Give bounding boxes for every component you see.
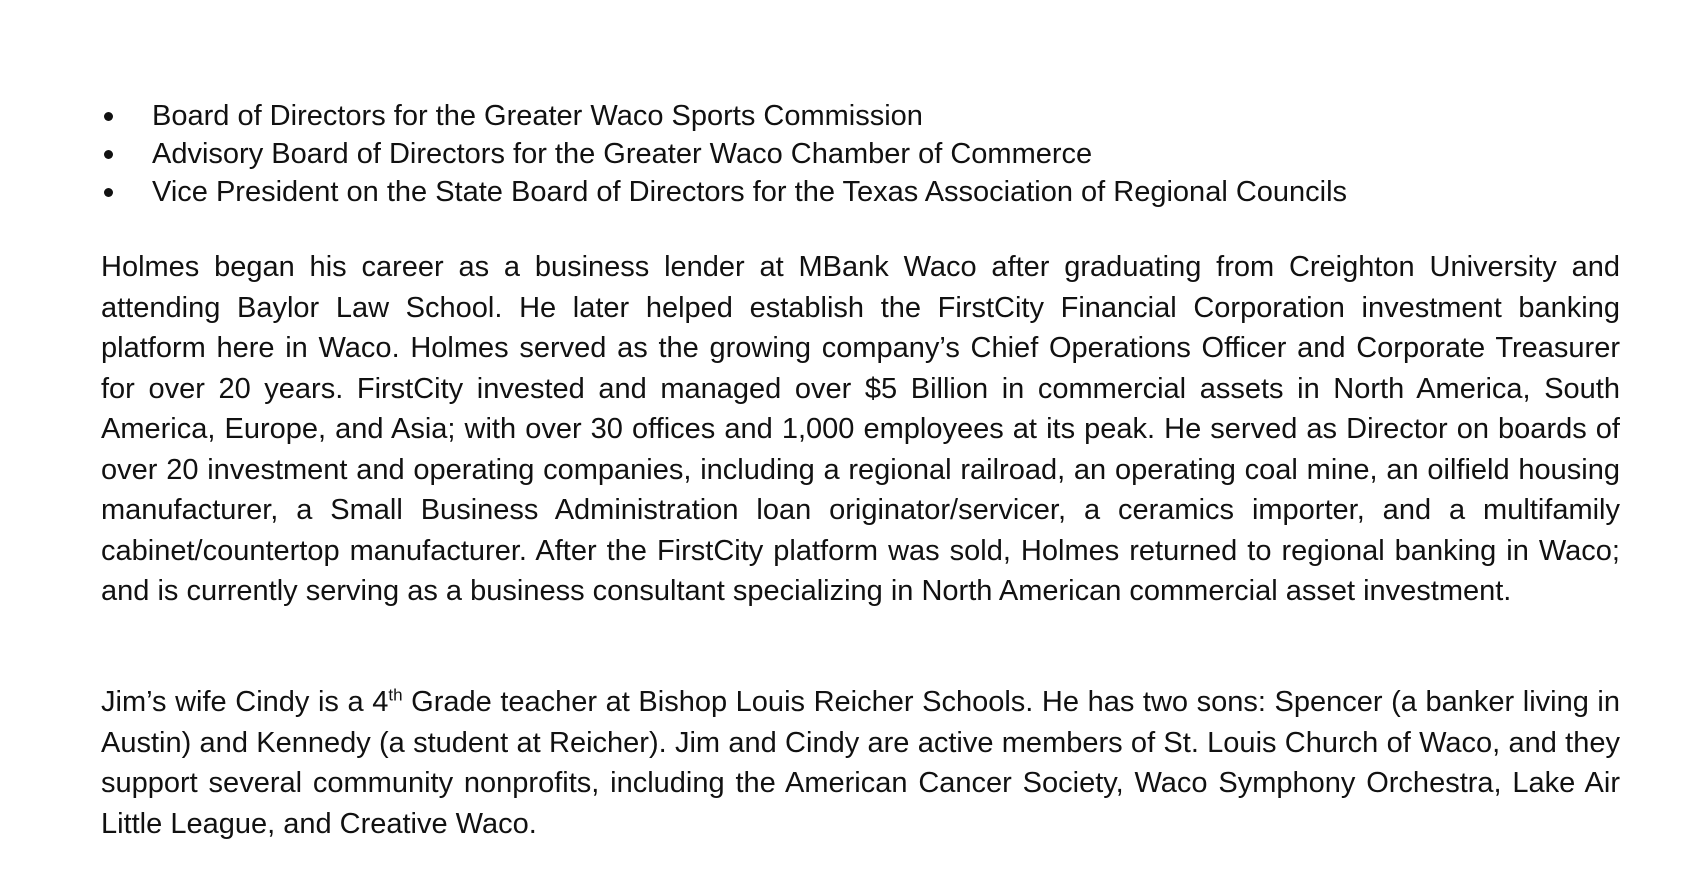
bullet-dot-icon xyxy=(104,150,113,159)
career-paragraph: Holmes began his career as a business lender at MBank Waco after graduating from Creighton University and attending Baylor Law School. He later helped establish the FirstCity Financial Corporation investment banking platform here in Waco. Holmes served as the growing company’s Chief Operations Officer and Corporate Treasurer for over 20 years. FirstCity invested and managed over $5 Billion in commercial assets in North America, South America, Europe, and Asia; with over 30 offices and 1,000 employees at its peak. He served as Director on boards of over 20 investment and operating companies, including a regional railroad, an operating coal mine, an oilfield housing manufacturer, a Small Business Administration loan originator/servicer, a ceramics importer, and a multifamily cabinet/countertop manufacturer. After the FirstCity platform was sold, Holmes returned to regional banking in Waco; and is currently serving as a business consultant specializing in North American commercial asset investment. xyxy=(101,251,1620,607)
list-item xyxy=(100,173,1620,211)
family-paragraph-start: Jim’s wife Cindy is a 4 xyxy=(101,686,389,718)
list-item xyxy=(100,97,1620,135)
bullet-list xyxy=(100,97,1620,211)
bullet-dot-icon xyxy=(104,188,113,197)
list-item-text: Advisory Board of Directors for the Greater Waco Chamber of Commerce xyxy=(152,138,1093,170)
list-item-text: Board of Directors for the Greater Waco Sports Commission xyxy=(152,100,923,132)
family-paragraph xyxy=(101,682,1620,844)
list-item xyxy=(100,135,1620,173)
list-item-text: Vice President on the State Board of Directors for the Texas Association of Regional Councils xyxy=(152,176,1348,208)
family-paragraph-rest: Grade teacher at Bishop Louis Reicher Schools. He has two sons: Spencer (a banker living in Austin) and Kennedy (a student at Reicher). Jim and Cindy are active members of St. Louis Church of Waco, and they support several community nonprofits, including the American Cancer Society, Waco Symphony Orchestra, Lake Air Little League, and Creative Waco. xyxy=(101,686,1621,840)
ordinal-suffix: th xyxy=(388,685,403,705)
bullet-dot-icon xyxy=(104,112,113,121)
